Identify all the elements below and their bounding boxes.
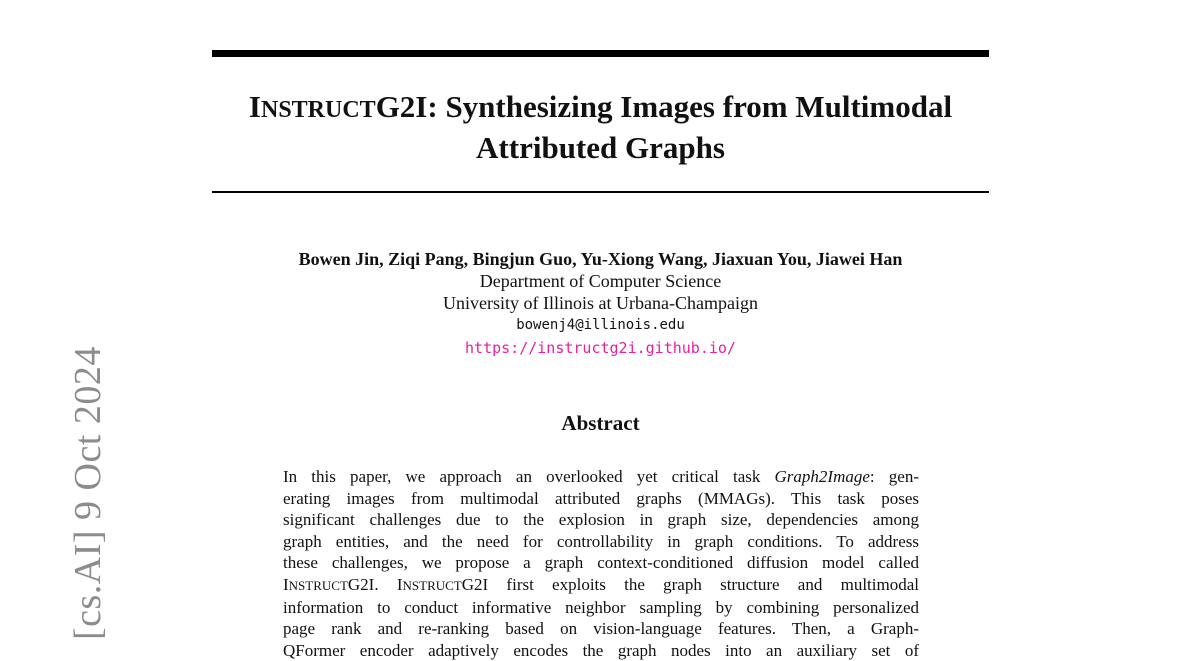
abstract-line-6 — [283, 574, 919, 597]
title-bottom-rule — [212, 191, 989, 193]
paper-title — [212, 88, 989, 167]
abstract-line-5: these challenges, we propose a graph context-conditioned diffusion model called — [283, 553, 919, 573]
author-list: Bowen Jin, Ziqi Pang, Bingjun Guo, Yu-Xiong Wang, Jiaxuan You, Jiawei Han — [298, 249, 903, 269]
abstract-heading: Abstract — [561, 411, 640, 435]
paper-title-line-1 — [212, 88, 989, 129]
abstract-body — [283, 466, 919, 661]
abstract-line-3: significant challenges due to the explosion in graph size, dependencies among — [283, 510, 919, 530]
title-smallcaps-rest: NSTRUCT — [260, 97, 376, 123]
model-name-rest-b: NSTRUCT — [402, 577, 462, 593]
model-name-first-a: I — [283, 574, 289, 594]
title-top-rule — [212, 50, 989, 57]
university: University of Illinois at Urbana-Champaign — [443, 293, 758, 313]
abstract-line-1-start: In this paper, we approach an overlooked yet critical task — [283, 467, 775, 486]
title-line-1-rest: G2I: Synthesizing Images from Multimodal — [375, 89, 953, 124]
abstract-line-4: graph entities, and the need for controllability in graph conditions. To address — [283, 531, 919, 551]
model-name-first-b: I — [396, 574, 403, 594]
title-smallcaps-first: I — [248, 89, 261, 124]
abstract-line-8: page rank and re-ranking based on vision-language features. Then, a Graph- — [283, 619, 919, 639]
paper-title-line-2: Attributed Graphs — [476, 130, 725, 165]
model-name-rest-a: NSTRUCT — [288, 577, 348, 593]
abstract-line-7: information to conduct informative neighbor sampling by combining personalized — [283, 597, 919, 617]
department: Department of Computer Science — [479, 271, 722, 291]
arxiv-stamp-text: [cs.AI] 9 Oct 2024 — [67, 346, 109, 640]
abstract-line-1-end: : gen- — [869, 467, 920, 486]
author-email[interactable]: bowenj4@illinois.edu — [516, 317, 685, 333]
abstract-line-9: QFormer encoder adaptively encodes the graph nodes into an auxiliary set of — [283, 640, 919, 660]
abstract-line-6-part-a: G2I. — [347, 574, 397, 594]
author-block — [212, 248, 989, 360]
abstract-line-6-part-b: G2I first exploits the graph structure and multimodal — [461, 574, 919, 594]
abstract-line-1 — [283, 466, 919, 488]
abstract-line-2: erating images from multimodal attributed graphs (MMAGs). This task poses — [283, 488, 919, 508]
project-url-link[interactable]: https://instructg2i.github.io/ — [465, 339, 736, 357]
abstract-task-name: Graph2Image — [774, 467, 870, 486]
arxiv-stamp — [28, 340, 109, 640]
